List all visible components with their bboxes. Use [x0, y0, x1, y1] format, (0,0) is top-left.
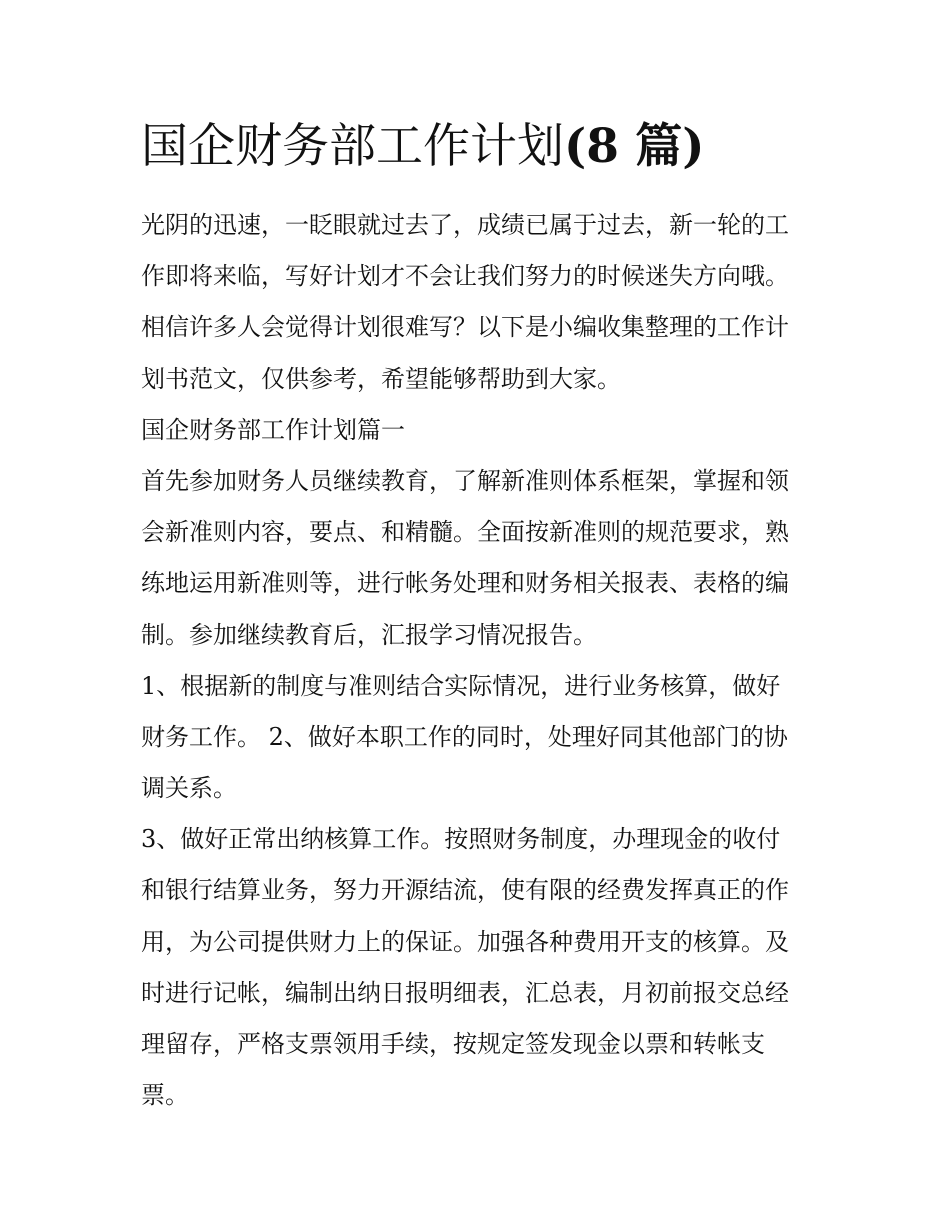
text-line: 用，为公司提供财力上的保证。加强各种费用开支的核算。及 [141, 927, 789, 956]
text-line: 3、做好正常出纳核算工作。按照财务制度，办理现金的收付 [141, 825, 781, 854]
text-line: 会新准则内容，要点、和精髓。全面按新准则的规范要求，熟 [141, 518, 789, 547]
text-line: 财务工作。 2、做好本职工作的同时，处理好同其他部门的协 [141, 722, 788, 751]
text-line: 相信许多人会觉得计划很难写？以下是小编收集整理的工作计 [141, 313, 789, 342]
text-line: 调关系。 [141, 774, 237, 803]
title-count: (8 篇) [564, 119, 705, 174]
text-line: 练地运用新准则等，进行帐务处理和财务相关报表、表格的编 [141, 569, 789, 598]
title-main: 国企财务部工作计划 [141, 119, 564, 174]
text-line: 票。 [141, 1081, 189, 1110]
text-line: 光阴的迅速，一眨眼就过去了，成绩已属于过去，新一轮的工 [141, 211, 789, 239]
text-line: 时进行记帐，编制出纳日报明细表，汇总表，月初前报交总经 [141, 978, 789, 1007]
text-line: 理留存，严格支票领用手续，按规定签发现金以票和转帐支 [141, 1030, 765, 1058]
text-line: 1、根据新的制度与准则结合实际情况，进行业务核算，做好 [141, 671, 781, 700]
text-line: 制。参加继续教育后，汇报学习情况报告。 [141, 620, 597, 649]
section-heading: 国企财务部工作计划篇一 [141, 415, 405, 444]
text-line: 划书范文，仅供参考，希望能够帮助到大家。 [141, 364, 621, 393]
text-line: 首先参加财务人员继续教育，了解新准则体系框架，掌握和领 [141, 466, 789, 495]
document-body [141, 200, 821, 1121]
text-line: 作即将来临，写好计划才不会让我们努力的时候迷失方向哦。 [141, 262, 789, 291]
document-title [141, 118, 705, 176]
text-line: 和银行结算业务，努力开源结流，使有限的经费发挥真正的作 [141, 876, 789, 905]
